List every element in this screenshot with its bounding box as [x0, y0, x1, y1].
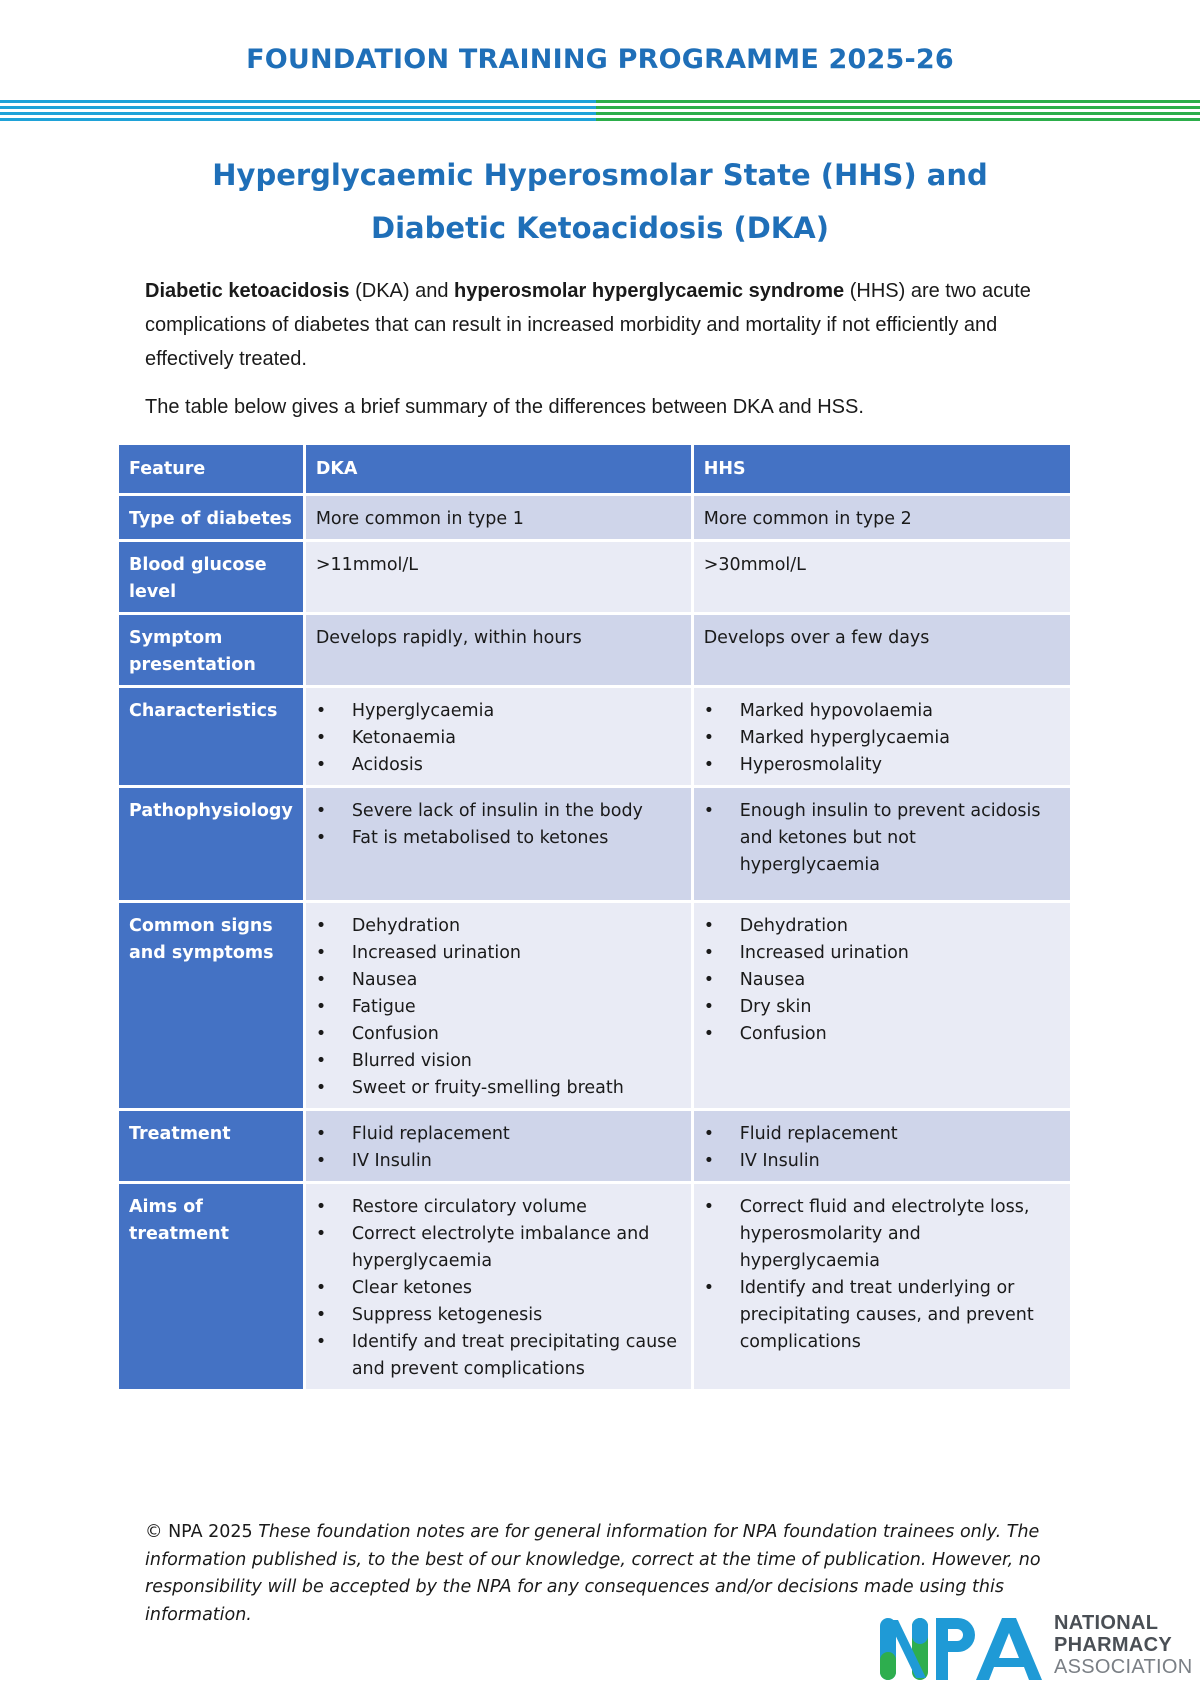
list-item: • Sweet or fruity-smelling breath — [316, 1075, 681, 1102]
list-item: • Hyperglycaemia — [316, 698, 681, 725]
row-feature: Aims of treatment — [119, 1184, 303, 1389]
dka-cell — [306, 903, 691, 1108]
bullet-list — [704, 1194, 1060, 1356]
intro-text-2: (HHS) are two acute complications of diabetes that can result in increased morbidity and mortality if not efficiently and effectively treated. — [145, 280, 1031, 370]
list-item: • Acidosis — [316, 752, 681, 779]
hhs-cell: More common in type 2 — [694, 496, 1070, 539]
bullet-list — [704, 798, 1060, 879]
list-item: • Marked hyperglycaemia — [704, 725, 1060, 752]
row-feature: Treatment — [119, 1111, 303, 1181]
logo-line-association: ASSOCIATION — [1054, 1656, 1193, 1678]
header-hhs: HHS — [694, 445, 1070, 493]
dka-cell: More common in type 1 — [306, 496, 691, 539]
row-feature: Characteristics — [119, 688, 303, 785]
list-item: • Blurred vision — [316, 1048, 681, 1075]
dka-cell — [306, 1184, 691, 1389]
dka-cell: >11mmol/L — [306, 542, 691, 612]
document-title-line1: Hyperglycaemic Hyperosmolar State (HHS) and — [212, 158, 988, 192]
row-feature: Type of diabetes — [119, 496, 303, 539]
logo-wordmark — [1054, 1612, 1194, 1678]
list-item: • Hyperosmolality — [704, 752, 1060, 779]
list-item: • Fluid replacement — [316, 1121, 681, 1148]
bullet-list — [316, 698, 681, 779]
hhs-cell — [694, 688, 1070, 785]
stripe-green-4 — [596, 118, 1200, 121]
list-item: • Dry skin — [704, 994, 1060, 1021]
list-item: • Identify and treat underlying or precipitating causes, and prevent complications — [704, 1275, 1060, 1356]
list-item: • Confusion — [316, 1021, 681, 1048]
stripe-blue-3 — [0, 112, 600, 115]
comparison-table — [116, 442, 1073, 1392]
list-item: • Fat is metabolised to ketones — [316, 825, 681, 852]
table-intro: The table below gives a brief summary of the differences between DKA and HSS. — [145, 396, 864, 418]
header-feature: Feature — [119, 445, 303, 493]
stripe-green-3 — [596, 112, 1200, 115]
list-item: • Nausea — [316, 967, 681, 994]
bullet-list — [704, 1121, 1060, 1175]
table-row — [119, 496, 1070, 539]
list-item: • Fluid replacement — [704, 1121, 1060, 1148]
list-item: • Correct electrolyte imbalance and hyperglycaemia — [316, 1221, 681, 1275]
logo-line-national: NATIONAL — [1054, 1612, 1159, 1634]
npa-letter-p — [936, 1618, 975, 1680]
bullet-list — [704, 698, 1060, 779]
table-row — [119, 1111, 1070, 1181]
npa-pill-icon — [880, 1618, 928, 1680]
list-item: • Correct fluid and electrolyte loss, hyperosmolarity and hyperglycaemia — [704, 1194, 1060, 1275]
stripe-green-1 — [596, 100, 1200, 103]
header-dka: DKA — [306, 445, 691, 493]
hhs-cell — [694, 1111, 1070, 1181]
dka-cell: Develops rapidly, within hours — [306, 615, 691, 685]
hhs-cell: Develops over a few days — [694, 615, 1070, 685]
table-row — [119, 688, 1070, 785]
dka-cell — [306, 688, 691, 785]
bullet-list — [316, 798, 681, 852]
list-item: • IV Insulin — [704, 1148, 1060, 1175]
row-feature: Common signs and symptoms — [119, 903, 303, 1108]
bullet-list — [316, 1194, 681, 1383]
list-item: • Confusion — [704, 1021, 1060, 1048]
list-item: • Restore circulatory volume — [316, 1194, 681, 1221]
bullet-list — [704, 913, 1060, 1048]
row-feature: Blood glucose level — [119, 542, 303, 612]
bullet-list — [316, 913, 681, 1102]
list-item: • Nausea — [704, 967, 1060, 994]
list-item: • IV Insulin — [316, 1148, 681, 1175]
hhs-cell — [694, 903, 1070, 1108]
footer-disclaimer-text: These foundation notes are for general information for NPA foundation trainees only. The information published is, to the best of our knowledge, correct at the time of publication. However, no responsibility will be accepted by the NPA for any consequences and/or decisions made using this information. — [145, 1522, 1041, 1625]
list-item: • Suppress ketogenesis — [316, 1302, 681, 1329]
table-row — [119, 615, 1070, 685]
list-item: • Dehydration — [704, 913, 1060, 940]
hhs-cell: >30mmol/L — [694, 542, 1070, 612]
dka-cell — [306, 1111, 691, 1181]
list-item: • Enough insulin to prevent acidosis and ketones but not hyperglycaemia — [704, 798, 1060, 879]
table-row — [119, 903, 1070, 1108]
logo-line-pharmacy: PHARMACY — [1054, 1634, 1172, 1656]
list-item: • Marked hypovolaemia — [704, 698, 1060, 725]
header-stripes — [0, 100, 1200, 122]
list-item: • Dehydration — [316, 913, 681, 940]
bullet-list — [316, 1121, 681, 1175]
document-title-line2: Diabetic Ketoacidosis (DKA) — [371, 211, 829, 245]
row-feature: Pathophysiology — [119, 788, 303, 900]
stripe-blue-4 — [0, 118, 600, 121]
intro-paragraph — [145, 274, 1065, 376]
list-item: • Ketonaemia — [316, 725, 681, 752]
intro-term-dka: Diabetic ketoacidosis — [145, 280, 350, 302]
table-header-row — [119, 445, 1070, 493]
npa-letter-a — [976, 1618, 1042, 1680]
row-feature: Symptom presentation — [119, 615, 303, 685]
stripe-blue-1 — [0, 100, 600, 103]
dka-cell — [306, 788, 691, 900]
list-item: • Fatigue — [316, 994, 681, 1021]
footer-copyright: © NPA 2025 — [145, 1522, 253, 1542]
list-item: • Increased urination — [704, 940, 1060, 967]
intro-term-hhs: hyperosmolar hyperglycaemic syndrome — [454, 280, 845, 302]
list-item: • Identify and treat precipitating cause and prevent complications — [316, 1329, 681, 1383]
hhs-cell — [694, 788, 1070, 900]
header-title: FOUNDATION TRAINING PROGRAMME 2025-26 — [246, 44, 954, 75]
intro-text-1: (DKA) and — [349, 280, 455, 302]
stripe-green-2 — [596, 106, 1200, 109]
table-row — [119, 788, 1070, 900]
table-row — [119, 1184, 1070, 1389]
list-item: • Increased urination — [316, 940, 681, 967]
hhs-cell — [694, 1184, 1070, 1389]
stripe-blue-2 — [0, 106, 600, 109]
list-item: • Severe lack of insulin in the body — [316, 798, 681, 825]
table-row — [119, 542, 1070, 612]
list-item: • Clear ketones — [316, 1275, 681, 1302]
